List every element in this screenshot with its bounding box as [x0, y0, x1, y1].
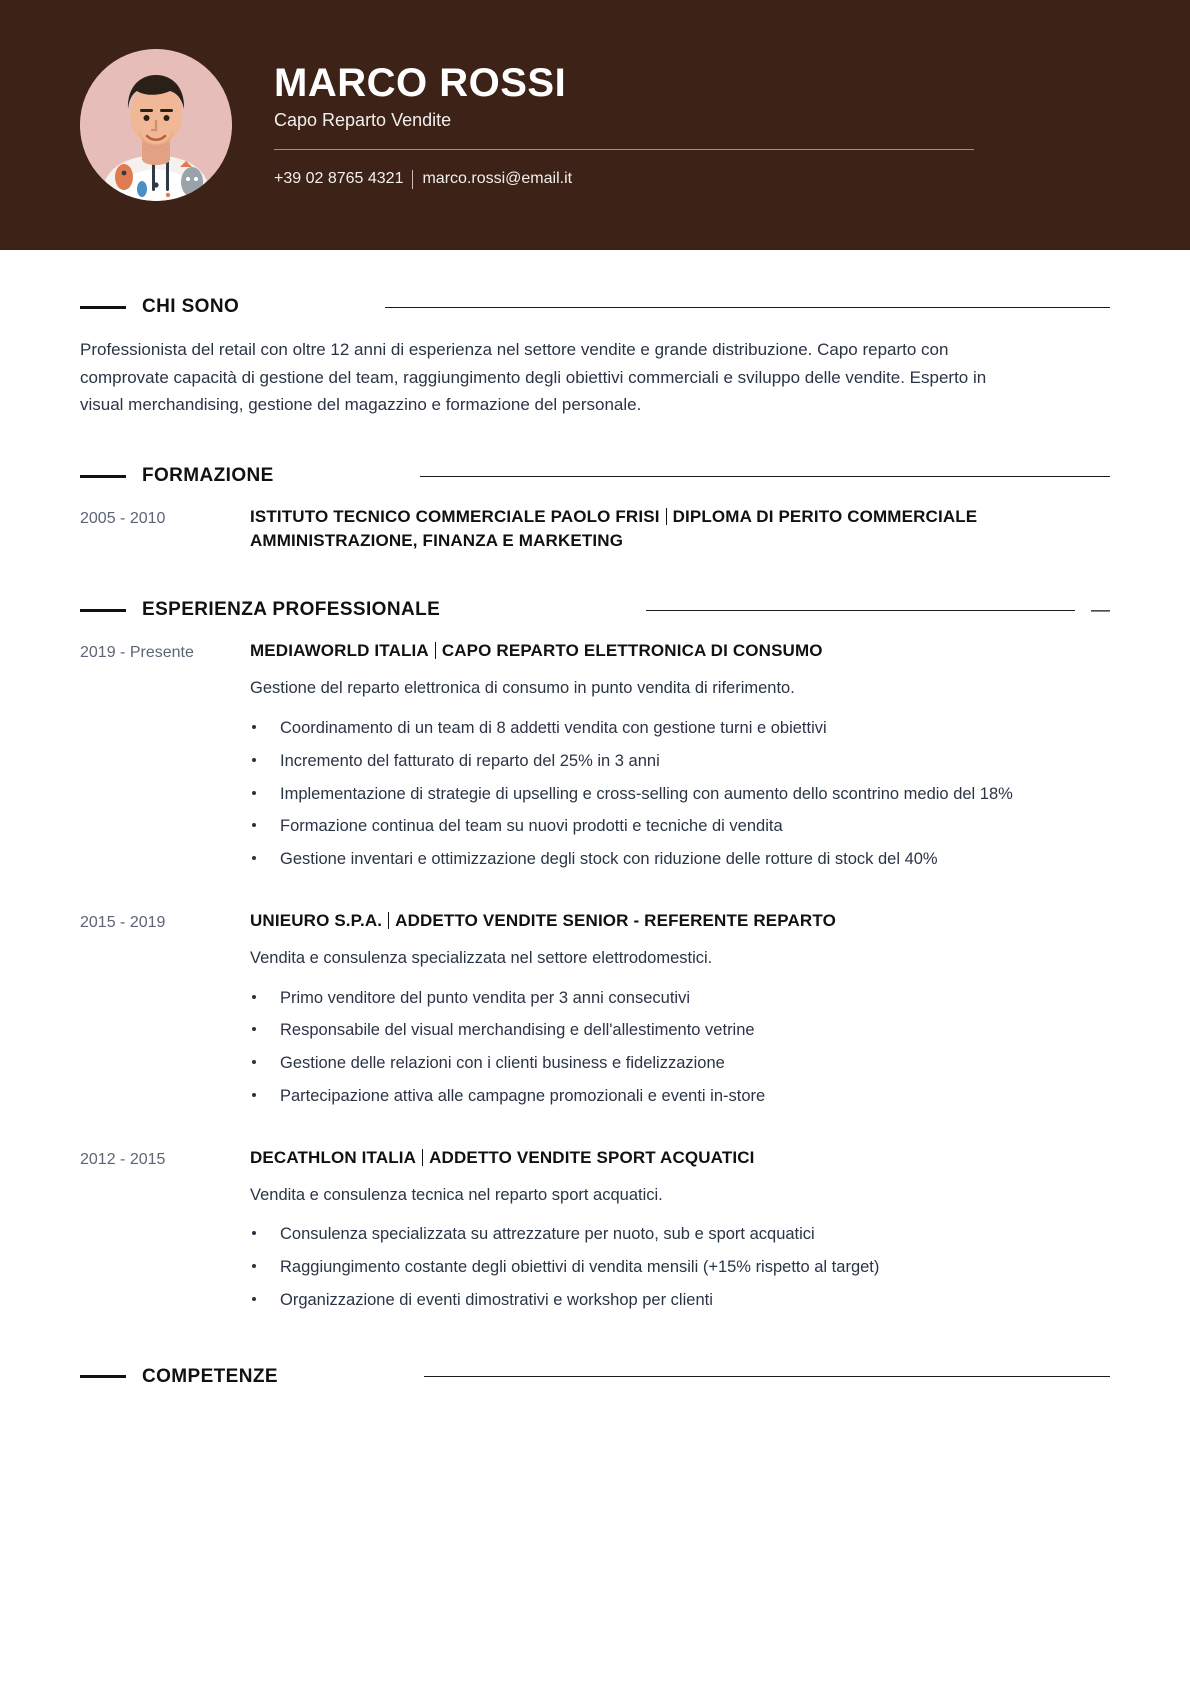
- header-text-block: [274, 62, 1190, 189]
- education-degree: DIPLOMA DI PERITO COMMERCIALE AMMINISTRAZIONE, FINANZA E MARKETING: [250, 507, 978, 551]
- experience-title-line: [250, 639, 1110, 663]
- bullet-item: Consulenza specializzata su attrezzature per nuoto, sub e sport acquatici: [250, 1221, 1040, 1248]
- contact-line: [274, 170, 1070, 189]
- experience-detail: [250, 1146, 1110, 1320]
- experience-position: ADDETTO VENDITE SPORT ACQUATICI: [429, 1147, 755, 1167]
- title-separator: [666, 508, 667, 525]
- bullet-item: Primo venditore del punto vendita per 3 anni consecutivi: [250, 985, 1040, 1012]
- bullet-item: Raggiungimento costante degli obiettivi di vendita mensili (+15% rispetto al target): [250, 1254, 1040, 1281]
- contact-separator: [412, 170, 413, 189]
- bullet-item: Incremento del fatturato di reparto del 25% in 3 anni: [250, 748, 1040, 775]
- title-separator: [435, 642, 436, 659]
- experience-detail: [250, 909, 1110, 1116]
- education-entry: [80, 505, 1110, 553]
- bullet-item: Partecipazione attiva alle campagne promozionali e eventi in-store: [250, 1083, 1040, 1110]
- section-dash-icon: [80, 475, 126, 478]
- section-dash-icon: [80, 306, 126, 309]
- experience-description: Vendita e consulenza tecnica nel reparto sport acquatici.: [250, 1185, 663, 1204]
- section-dash-icon: [80, 1375, 126, 1378]
- experience-period: 2012 - 2015: [80, 1150, 166, 1168]
- title-separator: [422, 1149, 423, 1166]
- experience-entry: [80, 909, 1110, 1116]
- section-header-about: [80, 296, 1110, 318]
- section-title-experience: ESPERIENZA PROFESSIONALE: [142, 599, 441, 621]
- candidate-name: MARCO ROSSI: [274, 60, 567, 105]
- section-title-skills: COMPETENZE: [142, 1365, 278, 1387]
- avatar: [80, 49, 232, 201]
- phone-text: +39 02 8765 4321: [274, 170, 404, 187]
- section-rule: [420, 476, 1110, 477]
- bullet-item: Implementazione di strategie di upselling e cross-selling con aumento dello scontrino medio del 18%: [250, 781, 1040, 808]
- experience-period: 2015 - 2019: [80, 913, 166, 931]
- experience-period: 2019 - Presente: [80, 644, 194, 662]
- avatar-illustration: [80, 49, 232, 201]
- experience-bullet-list: [250, 715, 1110, 873]
- experience-detail: [250, 639, 1110, 878]
- education-school: ISTITUTO TECNICO COMMERCIALE PAOLO FRISI: [250, 507, 660, 527]
- collapse-icon[interactable]: —: [1091, 599, 1110, 621]
- section-header-experience: [80, 599, 1110, 621]
- section-dash-icon: [80, 609, 126, 612]
- experience-bullet-list: [250, 1221, 1110, 1313]
- experience-title-line: [250, 909, 1110, 933]
- section-rule: [424, 1376, 1110, 1377]
- section-title-education: FORMAZIONE: [142, 465, 274, 487]
- experience-description: Vendita e consulenza specializzata nel settore elettrodomestici.: [250, 948, 713, 967]
- bullet-item: Gestione inventari e ottimizzazione degli stock con riduzione delle rotture di stock del 40%: [250, 846, 1040, 873]
- email-text: marco.rossi@email.it: [422, 170, 573, 187]
- experience-company: UNIEURO S.P.A.: [250, 910, 383, 930]
- experience-company: MEDIAWORLD ITALIA: [250, 641, 429, 661]
- experience-bullet-list: [250, 985, 1110, 1110]
- education-title-line: [250, 505, 1050, 553]
- experience-position: ADDETTO VENDITE SENIOR - REFERENTE REPARTO: [395, 910, 836, 930]
- bullet-item: Responsabile del visual merchandising e dell'allestimento vetrine: [250, 1017, 1040, 1044]
- experience-entry: [80, 1146, 1110, 1320]
- section-header-education: [80, 465, 1110, 487]
- bullet-item: Coordinamento di un team di 8 addetti vendita con gestione turni e obiettivi: [250, 715, 1040, 742]
- experience-description: Gestione del reparto elettronica di consumo in punto vendita di riferimento.: [250, 679, 795, 698]
- header-divider: [274, 149, 974, 150]
- about-text: Professionista del retail con oltre 12 anni di esperienza nel settore vendite e grande distribuzione. Capo reparto con comprovate capacità di gestione del team, raggiungimento degli obiettivi commerciali e sviluppo delle vendite. Esperto in visual merchandising, gestione del magazzino e formazione del personale.: [80, 340, 987, 415]
- bullet-item: Gestione delle relazioni con i clienti business e fidelizzazione: [250, 1050, 1040, 1077]
- bullet-item: Organizzazione di eventi dimostrativi e workshop per clienti: [250, 1287, 1040, 1314]
- experience-entry: [80, 639, 1110, 878]
- bullet-item: Formazione continua del team su nuovi prodotti e tecniche di vendita: [250, 813, 1040, 840]
- cv-body: [0, 296, 1190, 1388]
- candidate-role: Capo Reparto Vendite: [274, 109, 452, 130]
- education-detail: [250, 505, 1110, 553]
- section-rule: [385, 307, 1110, 308]
- education-period: 2005 - 2010: [80, 510, 166, 528]
- cv-header: [0, 0, 1190, 250]
- experience-position: CAPO REPARTO ELETTRONICA DI CONSUMO: [441, 641, 823, 661]
- experience-company: DECATHLON ITALIA: [250, 1147, 417, 1167]
- section-header-skills: [80, 1366, 1110, 1388]
- title-separator: [388, 912, 389, 929]
- section-title-about: CHI SONO: [142, 296, 240, 317]
- section-rule: [646, 610, 1075, 611]
- experience-title-line: [250, 1146, 1110, 1170]
